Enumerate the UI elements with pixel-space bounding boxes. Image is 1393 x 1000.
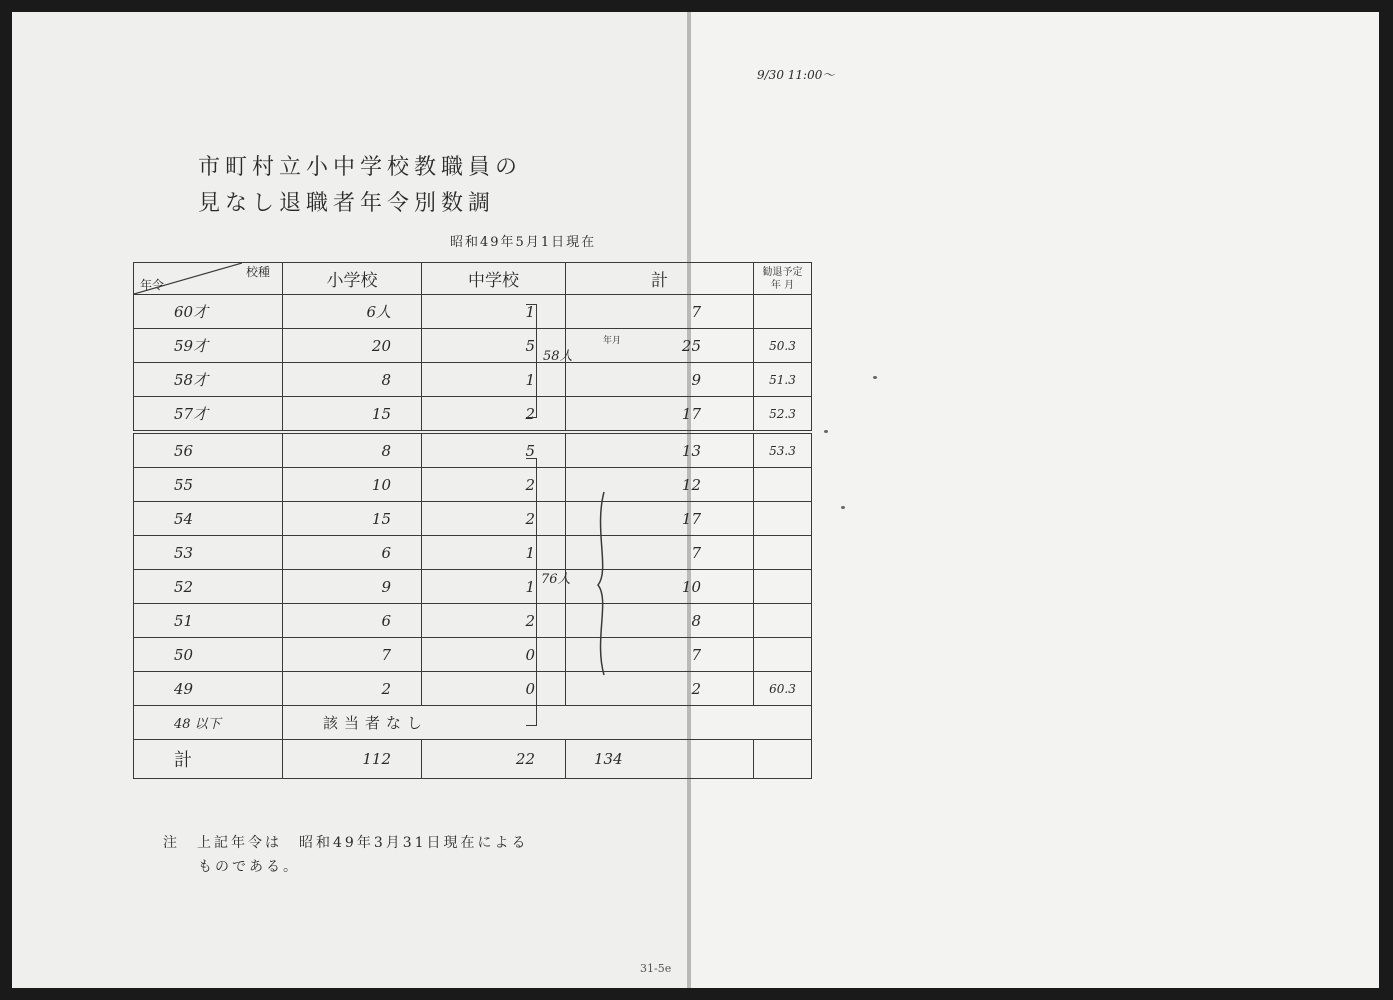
brace-group-2-label: 76人 <box>541 572 571 587</box>
speck-mark <box>873 376 877 379</box>
elementary-cell: 6 <box>283 604 422 638</box>
table-row <box>134 672 812 706</box>
header-elementary: 小学校 <box>283 263 422 295</box>
table-totals-row <box>134 740 812 779</box>
header-school-type: 校種 <box>245 265 270 279</box>
title-line-1: 市町村立小中学校教職員の <box>198 155 523 180</box>
retire-date-cell: 52.3 <box>754 397 812 433</box>
table-row <box>134 397 812 433</box>
age-cell: 53 <box>134 536 283 570</box>
age-cell: 60才 <box>134 295 283 329</box>
retire-date-cell <box>754 536 812 570</box>
total-cell: 13 <box>566 432 754 468</box>
header-age: 年令 <box>140 278 165 292</box>
table-row <box>134 363 812 397</box>
junior-high-cell: 2 <box>422 604 566 638</box>
total-cell: 7 <box>566 295 754 329</box>
junior-high-cell: 1 <box>422 363 566 397</box>
table-header-row <box>134 263 812 295</box>
retire-date-cell <box>754 638 812 672</box>
elementary-cell: 6人 <box>283 295 422 329</box>
footnote-line-1: 注 上記年令は 昭和49年3月31日現在による <box>163 835 529 851</box>
table-row-below-48 <box>134 706 812 740</box>
age-cell: 50 <box>134 638 283 672</box>
table-row <box>134 329 812 363</box>
table-row <box>134 536 812 570</box>
age-cell: 52 <box>134 570 283 604</box>
table-row <box>134 570 812 604</box>
total-cell: 7 <box>566 638 754 672</box>
retire-date-cell <box>754 295 812 329</box>
retire-unit-label: 年月 <box>603 336 622 346</box>
header-corner-cell <box>134 263 283 295</box>
age-cell: 49 <box>134 672 283 706</box>
elementary-cell: 8 <box>283 432 422 468</box>
table-row <box>134 604 812 638</box>
total-cell: 12 <box>566 468 754 502</box>
junior-high-cell: 2 <box>422 397 566 433</box>
retire-date-cell: 50.3 <box>754 329 812 363</box>
speck-mark <box>841 506 845 509</box>
age-cell: 57才 <box>134 397 283 433</box>
junior-high-cell: 1 <box>422 295 566 329</box>
elementary-cell: 8 <box>283 363 422 397</box>
elementary-cell: 6 <box>283 536 422 570</box>
elementary-cell: 15 <box>283 397 422 433</box>
age-cell: 55 <box>134 468 283 502</box>
junior-high-cell: 2 <box>422 502 566 536</box>
brace-group-1 <box>526 304 537 418</box>
age-cell: 54 <box>134 502 283 536</box>
header-retire-line-2: 年 月 <box>770 279 795 291</box>
total-cell: 9 <box>566 363 754 397</box>
table-row <box>134 468 812 502</box>
elementary-cell: 20 <box>283 329 422 363</box>
junior-high-cell: 1 <box>422 570 566 604</box>
elementary-total-cell: 112 <box>283 740 422 779</box>
retire-date-cell <box>754 468 812 502</box>
elementary-cell: 7 <box>283 638 422 672</box>
junior-high-total-cell: 22 <box>422 740 566 779</box>
header-retire-line-1: 勧退予定 <box>762 266 803 278</box>
age-cell: 58才 <box>134 363 283 397</box>
junior-high-cell: 1 <box>422 536 566 570</box>
retire-date-cell: 60.3 <box>754 672 812 706</box>
junior-high-cell: 5 <box>422 329 566 363</box>
speck-mark <box>824 430 828 433</box>
elementary-cell: 9 <box>283 570 422 604</box>
table-row <box>134 432 812 468</box>
retiree-table <box>133 262 812 779</box>
brace-group-2 <box>526 458 537 726</box>
brace-group-1-label: 58人 <box>543 349 573 364</box>
junior-high-cell: 2 <box>422 468 566 502</box>
age-cell: 48 以下 <box>134 706 283 740</box>
total-cell: 25 <box>566 329 754 363</box>
junior-high-cell: 0 <box>422 672 566 706</box>
retire-date-cell: 51.3 <box>754 363 812 397</box>
total-cell: 7 <box>566 536 754 570</box>
ditto-brace <box>590 490 614 680</box>
elementary-cell: 10 <box>283 468 422 502</box>
table-row <box>134 295 812 329</box>
age-cell: 59才 <box>134 329 283 363</box>
title-line-2: 見なし退職者年令別数調 <box>198 191 496 216</box>
junior-high-cell: 0 <box>422 638 566 672</box>
no-applicable-cell: 該当者なし <box>283 706 812 740</box>
header-junior-high: 中学校 <box>422 263 566 295</box>
retire-date-cell <box>754 570 812 604</box>
elementary-cell: 2 <box>283 672 422 706</box>
empty-cell <box>754 740 812 779</box>
header-total: 計 <box>566 263 754 295</box>
header-retire-date <box>754 263 812 295</box>
table-row <box>134 638 812 672</box>
page-number: 31-5e <box>640 962 672 975</box>
retire-date-cell <box>754 604 812 638</box>
total-cell: 17 <box>566 397 754 433</box>
grand-total-cell: 134 <box>566 740 754 779</box>
elementary-cell: 15 <box>283 502 422 536</box>
total-cell: 10 <box>566 570 754 604</box>
total-cell: 2 <box>566 672 754 706</box>
age-cell: 51 <box>134 604 283 638</box>
total-cell: 17 <box>566 502 754 536</box>
junior-high-cell: 5 <box>422 432 566 468</box>
table-row <box>134 502 812 536</box>
right-page-note: 9/30 11:00〜 <box>757 68 835 82</box>
total-label-cell: 計 <box>134 740 283 779</box>
retire-date-cell <box>754 502 812 536</box>
total-cell: 8 <box>566 604 754 638</box>
retire-date-cell: 53.3 <box>754 432 812 468</box>
as-of-date: 昭和49年5月1日現在 <box>450 235 597 250</box>
footnote-line-2: ものである。 <box>198 859 300 875</box>
age-cell: 56 <box>134 432 283 468</box>
